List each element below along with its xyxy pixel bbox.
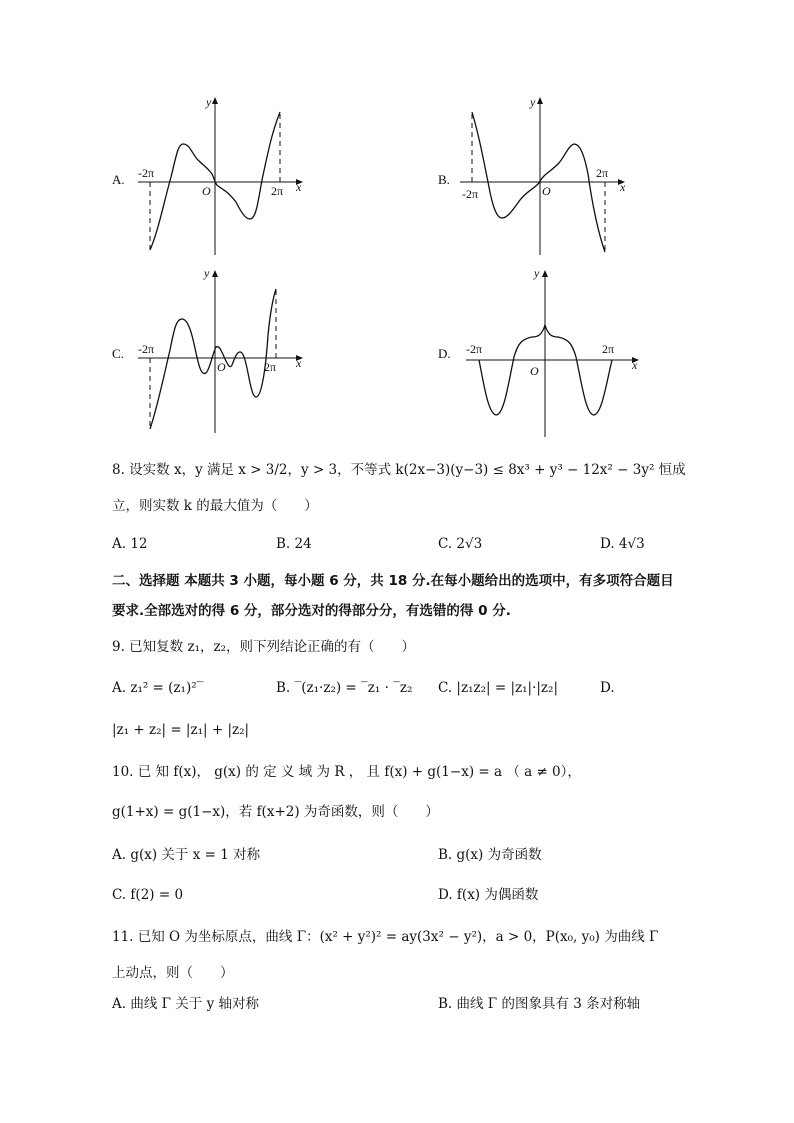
origin-label: O [217,360,226,374]
section2-line2: 要求.全部选对的得 6 分，部分选对的得部分分，有选错的得 0 分. [112,603,511,619]
y-axis-arrow [212,270,218,277]
q9-option-c: C. |z₁z₂| = |z₁|·|z₂| [438,680,559,696]
neg-2pi-label: -2π [462,187,479,201]
q9-option-d-content: |z₁ + z₂| = |z₁| + |z₂| [112,722,250,738]
q8-line2: 立，则实数 k 的最大值为（ ） [112,498,318,514]
neg-2pi-label: -2π [138,166,155,180]
origin-label: O [202,184,211,198]
origin-label: O [530,364,539,378]
q11-line2: 上动点，则（ ） [112,965,234,981]
q10-option-c: C. f(2) = 0 [112,887,184,903]
q8-option-b: B. 24 [276,536,312,552]
pos-2pi-label: 2π [602,342,615,356]
curve-c [150,289,276,429]
graph-c-label: C. [112,346,124,361]
graph-a [138,92,308,257]
q9-option-d: D. [600,680,615,696]
q8-option-c: C. 2√3 [438,536,483,552]
y-label: y [204,266,210,280]
x-label: x [296,180,302,194]
q10-option-d: D. f(x) 为偶函数 [438,887,539,903]
y-label: y [206,95,212,109]
y-axis-arrow [542,270,548,277]
graph-d [462,265,642,440]
y-axis-arrow [212,97,218,104]
q10-line1: 10. 已 知 f(x)， g(x) 的 定 义 域 为 R ， 且 f(x) + g(1−x) = a （ a ≠ 0）， [112,764,581,780]
origin-label: O [542,184,551,198]
q8-option-a: A. 12 [112,536,148,552]
graph-b [460,92,635,257]
q10-line2: g(1+x) = g(1−x)，若 f(x+2) 为奇函数，则（ ） [112,804,439,820]
y-axis-arrow [537,97,543,104]
pos-2pi-label: 2π [264,360,277,374]
graph-c [138,265,308,435]
pos-2pi-label: 2π [596,166,609,180]
q11-option-a: A. 曲线 Γ 关于 y 轴对称 [112,996,259,1012]
pos-2pi-label: 2π [271,184,284,198]
q9-stem: 9. 已知复数 z₁，z₂，则下列结论正确的有（ ） [112,639,416,655]
graph-b-label: B. [438,172,450,187]
q10-option-b: B. g(x) 为奇函数 [438,847,542,863]
neg-2pi-label: -2π [466,342,483,356]
graph-a-label: A. [112,172,125,187]
neg-2pi-label: -2π [138,342,155,356]
x-label: x [620,180,626,194]
q8-line1: 8. 设实数 x，y 满足 x > 3/2，y > 3，不等式 k(2x−3)(y−3) ≤ 8x³ + y³ − 12x² − 3y² 恒成 [112,462,686,478]
q9-option-b: B. ‾(z₁·z₂) = ‾z₁ · ‾z₂ [276,680,413,696]
graph-d-label: D. [438,346,451,361]
q9-option-a: A. z₁² = (z₁)²‾ [112,680,204,696]
q10-option-a: A. g(x) 关于 x = 1 对称 [112,847,261,863]
section2-line1: 二、选择题 本题共 3 小题，每小题 6 分，共 18 分.在每小题给出的选项中，有多项符合题目 [112,573,674,589]
q11-line1: 11. 已知 O 为坐标原点，曲线 Γ：(x² + y²)² = ay(3x² − y²)，a > 0，P(x₀, y₀) 为曲线 Γ [112,929,659,945]
x-label: x [296,356,302,370]
q8-option-d: D. 4√3 [600,536,645,552]
y-label: y [534,266,540,280]
y-label: y [530,95,536,109]
x-label: x [632,358,638,372]
q11-option-b: B. 曲线 Γ 的图象具有 3 条对称轴 [438,996,641,1012]
